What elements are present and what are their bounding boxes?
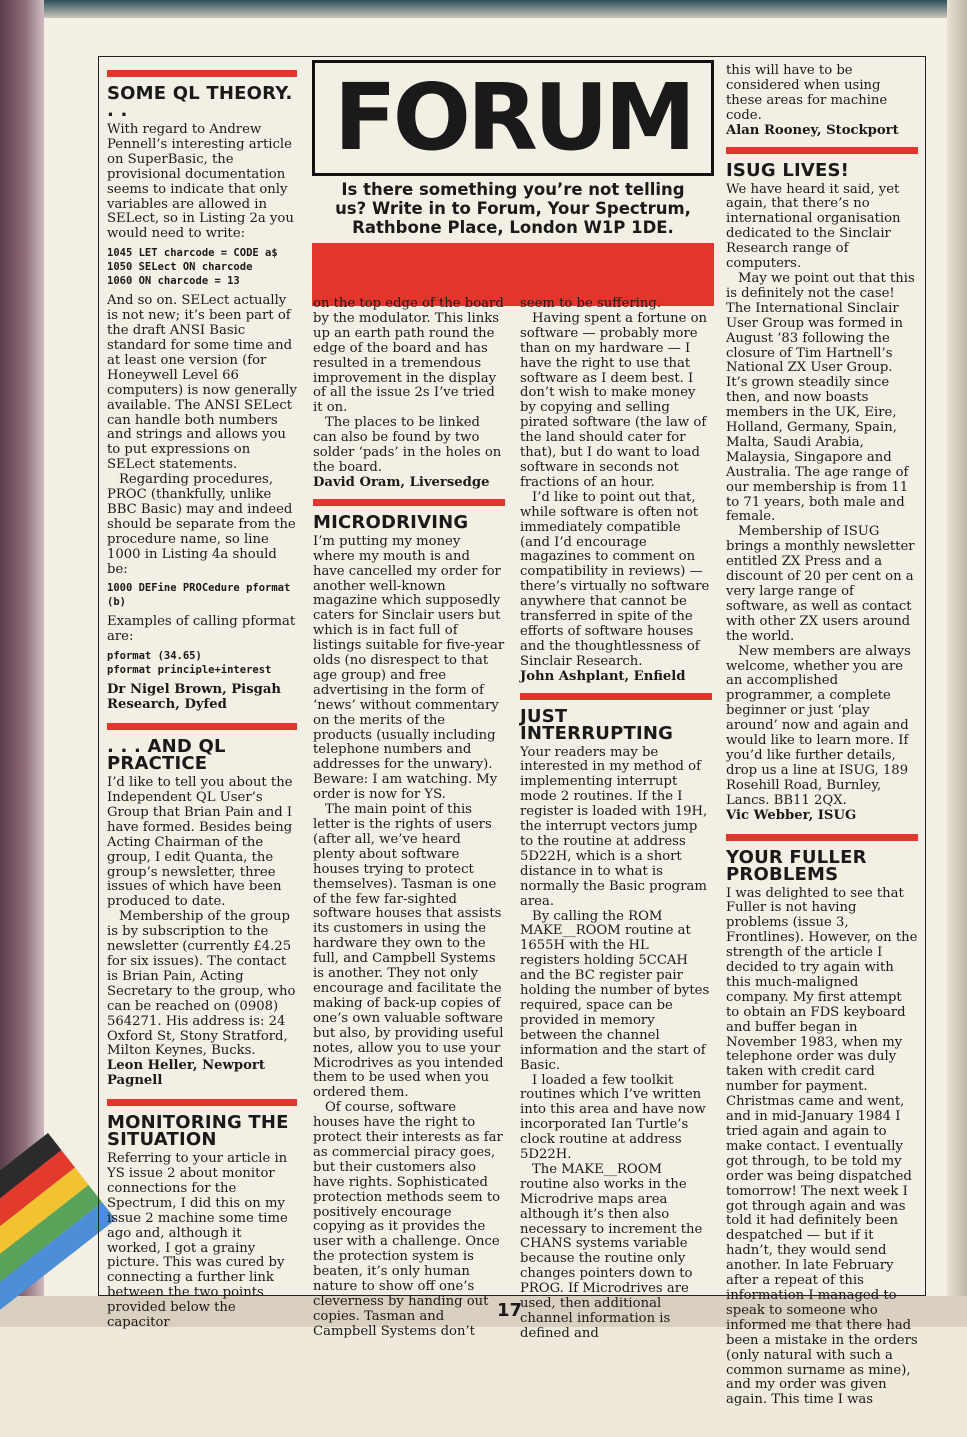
paragraph: The MAKE__ROOM routine also works in the Microdrive maps area although it’s then also necessary to increment the CHANS systems variable because the routine only changes pointers down to PROG. If Microdrives are used, then additional channel information is defined and bbox=[520, 1161, 703, 1341]
signature: Alan Rooney, Stockport bbox=[726, 122, 899, 138]
forum-masthead bbox=[312, 60, 714, 306]
red-rule bbox=[726, 147, 918, 154]
paragraph: Membership of the group is by subscription to the newsletter (currently £4.25 for six issues). The contact is Brian Pain, Acting Secretary to the group, who can be reached on (0908) 564271. His address is: 24 Oxford St, Stony Stratford, Milton Keynes, Bucks. bbox=[107, 909, 296, 1059]
invite-line: Rathbone Place, London W1P 1DE. bbox=[352, 218, 674, 237]
paragraph: I’m putting my money where my mouth is and have cancelled my order for another well-known magazine which supposedly caters for Sinclair users but which is in fact full of listings suitable for five-year olds (no disrespect to that age group) and free advertising in the form of ‘news’ without commentary on the merits of the products (usually including telephone numbers and addresses for the unwary). Beware: I am watching. My order is now for YS. bbox=[313, 533, 505, 803]
invite-line: Is there something you’re not telling bbox=[341, 180, 685, 199]
signature: Dr Nigel Brown, Pisgah Research, Dyfed bbox=[107, 682, 281, 713]
page-top-edge bbox=[44, 0, 967, 18]
code-line: pformat principle+interest bbox=[107, 664, 272, 677]
heading-your-fuller-problems: YOUR FULLER PROBLEMS bbox=[726, 846, 867, 885]
signature: Vic Webber, ISUG bbox=[726, 807, 857, 823]
code-listing bbox=[107, 246, 297, 288]
paragraph: Referring to your article in YS issue 2 about monitor connections for the Spectrum, I did this on my issue 2 machine some time ago and, although it worked, I got a grainy picture. This was cured by connecting a further link between the two points provided below the capacitor bbox=[107, 1151, 288, 1331]
paragraph: Examples of calling pformat are: bbox=[107, 614, 296, 645]
red-rule bbox=[726, 834, 918, 841]
column-1 bbox=[107, 66, 297, 1331]
heading-some-ql-theory: SOME QL THEORY. . . bbox=[107, 83, 293, 121]
paragraph: I loaded a few toolkit routines which I’ve written into this area and have now incorporated Ian Turtle’s clock routine at address 5D22H. bbox=[520, 1072, 706, 1163]
paragraph: I’d like to point out that, while software is often not immediately compatible (and I’d encourage magazines to comment on compatibility in reviews) — there’s virtually no software anywhere that cannot be transferred in spite of the efforts of software houses and the thoughtlessness of Sinclair Research. bbox=[520, 489, 710, 669]
paragraph: We have heard it said, yet again, that there’s no international organisation dedicated to the Sinclair Research range of computers. bbox=[726, 181, 901, 272]
paragraph: New members are always welcome, whether you are an accomplished programmer, a complete beginner or just ‘play around’ now and again and would like to learn more. If you’d like further details, drop us a line at ISUG, 189 Rosehill Road, Burnley, Lancs. BB11 2QX. bbox=[726, 643, 911, 808]
paragraph: I’d like to tell you about the Independent QL User’s Group that Brian Pain and I have formed. Besides being Acting Chairman of the group, I edit Quanta, the group’s newsletter, three issues of which have been produced to date. bbox=[107, 775, 293, 910]
page-number: 17 bbox=[497, 1300, 523, 1321]
paragraph: May we point out that this is definitely not the case! The International Sinclair User Group was formed in August ’83 following the closure of Tim Hartnell’s National ZX User Group. It’s grown steadily since then, and now boasts members in the UK, Eire, Holland, Germany, Spain, Malta, Saudi Arabia, Malaysia, Singapore and Australia. The age range of our membership is from 11 to 71 years, both male and female. bbox=[726, 270, 915, 525]
paragraph: Your readers may be interested in my method of implementing interrupt mode 2 routines. If the I register is loaded with 19H, the interrupt vectors jump to the routine at address 5D22H, which is a short distance in to what is normally the Basic program area. bbox=[520, 744, 708, 909]
code-line: 1000 DEFine PROCedure pformat (b) bbox=[107, 582, 291, 609]
red-rule bbox=[107, 1099, 297, 1106]
red-rule bbox=[520, 693, 712, 700]
code-listing bbox=[107, 581, 297, 609]
code-line: 1050 SELect ON charcode bbox=[107, 261, 253, 274]
paragraph: The main point of this letter is the rights of users (after all, we’ve heard plenty about software houses trying to protect themselves). Tasman is one of the few far-sighted software houses that assists its customers in using the hardware they own to the full, and Campbell Systems is another. They not only encourage and facilitate the making of back-up copies of one’s own valuable software but also, by providing useful notes, allow you to use your Microdrives as you intended them to be used when you ordered them. bbox=[313, 802, 504, 1101]
heading-monitoring-the-situation: MONITORING THE SITUATION bbox=[107, 1112, 289, 1151]
forum-logo bbox=[312, 60, 714, 176]
paragraph: Having spent a fortune on software — probably more than on my hardware — I have the right to use that software as I deem best. I don’t wish to make money by copying and selling pirated software (the law of the land should cater for that), but I do want to load software in seconds not fractions of an hour. bbox=[520, 310, 708, 490]
paragraph: this will have to be considered when using these areas for machine code. bbox=[726, 63, 888, 123]
invite-text bbox=[312, 180, 714, 237]
paragraph: With regard to Andrew Pennell’s interesting article on SuperBasic, the provisional documentation seems to indicate that only variables are allowed in SELect, so in Listing 2a you would need to write: bbox=[107, 122, 294, 242]
signature: John Ashplant, Enfield bbox=[520, 668, 686, 684]
paragraph: Of course, software houses have the right to protect their interests as far as commercial piracy goes, but their customers also have rights. Sophisticated protection methods seem to positively encourage copying as it provides the user with a challenge. Once the protection system is beaten, it’s only human nature to show off one’s cleverness by handing out copies. Tasman and Campbell Systems don’t bbox=[313, 1100, 503, 1339]
paragraph: seem to be suffering. bbox=[520, 296, 662, 311]
code-line: 1045 LET charcode = CODE a$ bbox=[107, 247, 278, 260]
paragraph: By calling the ROM MAKE__ROOM routine at 1655H with the HL registers holding 5CCAH and the BC register pair holding the number of bytes required, space can be provided in memory between the channel information and the start of Basic. bbox=[520, 908, 710, 1073]
page-left-edge bbox=[0, 0, 44, 1327]
red-rule bbox=[107, 70, 297, 77]
signature: Leon Heller, Newport Pagnell bbox=[107, 1058, 265, 1089]
paragraph: And so on. SELect actually is not new; it’s been part of the draft ANSI Basic standard for some time and at least one version (for Honeywell Level 66 computers) is now generally available. The ANSI SELect can handle both numbers and strings and allows you to put expressions on SELect statements. bbox=[107, 293, 297, 473]
column-2 bbox=[313, 297, 505, 1340]
paragraph: Regarding procedures, PROC (thankfully, unlike BBC Basic) may and indeed should be separate from the procedure name, so line 1000 in Listing 4a should be: bbox=[107, 472, 296, 577]
heading-isug-lives: ISUG LIVES! bbox=[726, 159, 850, 181]
heading-microdriving: MICRODRIVING bbox=[313, 511, 469, 533]
code-line: 1060 ON charcode = 13 bbox=[107, 275, 240, 288]
paragraph: on the top edge of the board by the modulator. This links up an earth path round the edge of the board and has resulted in a tremendous improvement in the display of all the issue 2s I’ve tried it on. bbox=[313, 296, 504, 416]
paragraph: Membership of ISUG brings a monthly newsletter entitled ZX Press and a discount of 20 per cent on a very large range of software, as well as contact with other ZX users around the world. bbox=[726, 524, 915, 644]
code-listing bbox=[107, 649, 297, 677]
page-right-edge bbox=[947, 0, 967, 1327]
heading-and-ql-practice: . . . AND QL PRACTICE bbox=[107, 736, 226, 775]
paragraph: The places to be linked can also be found by two solder ‘pads’ in the holes on the board. bbox=[313, 415, 502, 475]
red-rule bbox=[107, 723, 297, 730]
column-3 bbox=[520, 297, 712, 1342]
heading-just-interrupting: JUST INTERRUPTING bbox=[520, 705, 674, 744]
signature: David Oram, Liversedge bbox=[313, 474, 490, 490]
code-line: pformat (34.65) bbox=[107, 650, 202, 663]
logo-text: FORUM bbox=[333, 64, 693, 171]
column-4 bbox=[726, 64, 918, 1408]
red-rule bbox=[313, 499, 505, 506]
paragraph: I was delighted to see that Fuller is not having problems (issue 3, Frontlines). However, on the strength of the article I decided to try again with this much-maligned company. My first attempt to obtain an FDS keyboard and buffer began in November 1983, when my telephone order was duly taken with credit card number for payment. Christmas came and went, and in mid-January 1984 I tried again and again to make contact. I eventually got through, to be told my order was being dispatched tomorrow! The next week I got through again and was told it had definitely been despatched — but if it hadn’t, they would send another. In late February after a repeat of this information I managed to speak to someone who informed me that there had been a mistake in the orders (only natural with such a common surname as mine), and my order was given again. This time I was bbox=[726, 885, 918, 1408]
invite-line: us? Write in to Forum, Your Spectrum, bbox=[335, 199, 691, 218]
